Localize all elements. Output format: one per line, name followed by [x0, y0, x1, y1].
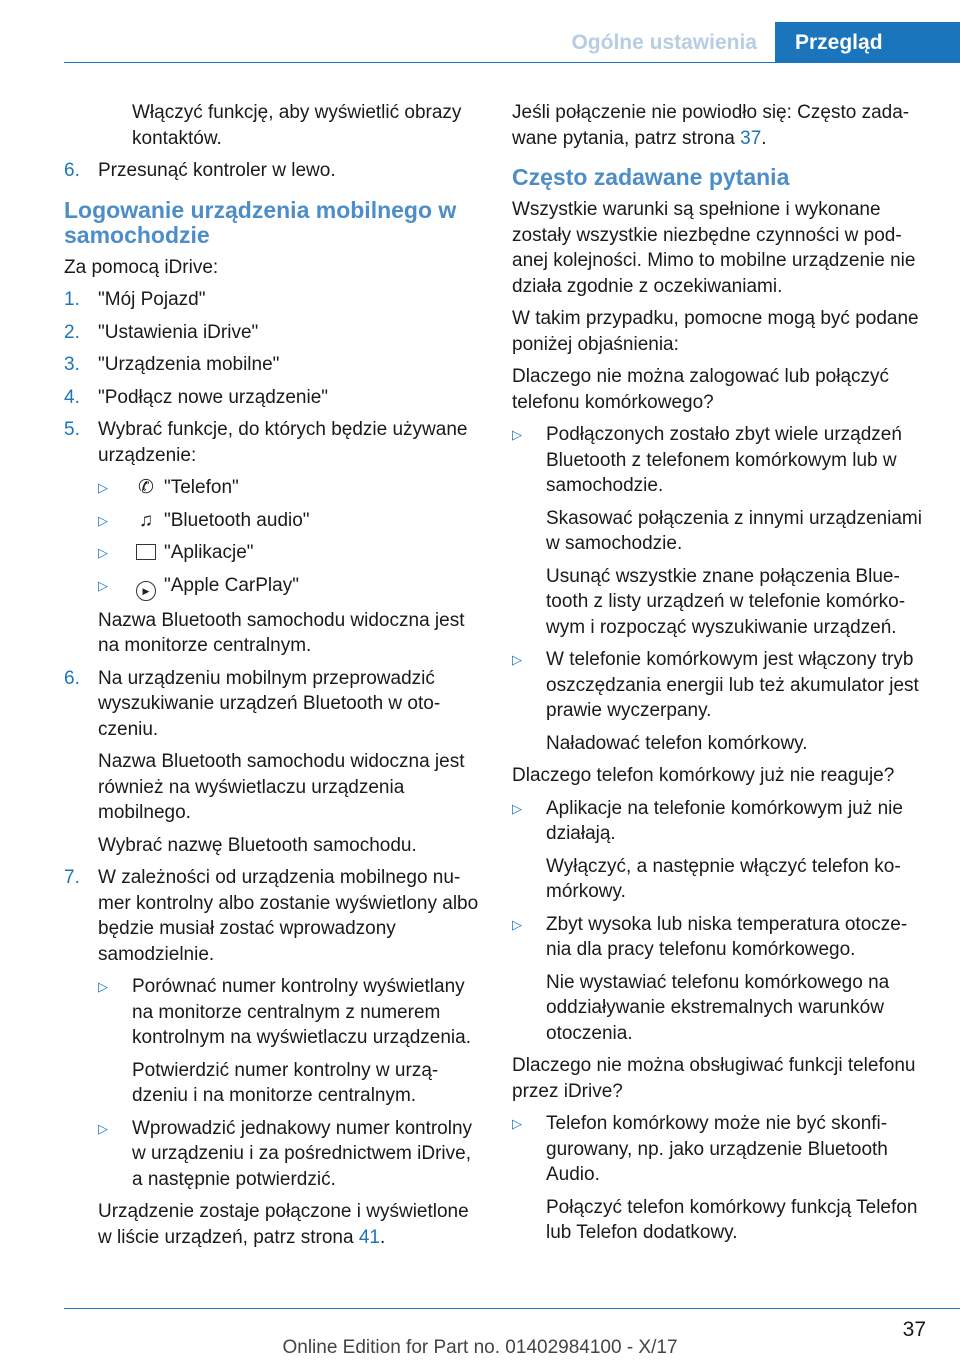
step-item	[64, 865, 480, 967]
bullet-item	[98, 508, 480, 534]
step-text: Wybrać funkcje, do których będzie używane urządzenie:	[98, 419, 468, 466]
function-label: "Aplikacje"	[164, 542, 254, 563]
paragraph: Naładować telefon komórkowy.	[546, 732, 808, 754]
tab-overview: Przegląd	[775, 22, 960, 62]
step-item	[64, 158, 480, 184]
step-number: 6.	[64, 667, 80, 689]
bullet-item	[512, 1111, 926, 1188]
question: Dlaczego nie można zalogować lub połączyć telefonu komórkowego?	[512, 366, 890, 413]
paragraph: Włączyć funkcję, aby wyświetlić obrazy kontaktów.	[132, 102, 462, 149]
bullet-icon: ▷	[512, 916, 522, 932]
footer-edition: Online Edition for Part no. 01402984100 - X/17	[282, 1337, 678, 1358]
paragraph: Nazwa Bluetooth samochodu widoczna jest na monitorze centralnym.	[98, 609, 465, 656]
bullet-icon: ▷	[512, 427, 522, 442]
step-item	[64, 666, 480, 743]
bullet-text: Podłączonych zostało zbyt wiele urządzeń Bluetooth z telefonem komórkowym lub w samochodzie.	[546, 424, 902, 496]
bullet-icon: ▷	[512, 652, 522, 667]
paragraph: Nie wystawiać telefonu komórkowego na oddziaływanie ekstremalnych warunków otoczenia.	[546, 971, 890, 1044]
bullet-item	[98, 1116, 480, 1193]
step-number: 3.	[64, 354, 80, 375]
play-circle-icon: ▶	[136, 581, 156, 601]
page-header	[553, 22, 960, 62]
bullet-icon: ▷	[98, 480, 108, 495]
question: Dlaczego nie można obsługiwać funkcji telefonu przez iDrive?	[512, 1055, 916, 1102]
step-number: 2.	[64, 321, 80, 343]
bullet-text: Telefon komórkowy może nie być skonfigurowany, np. jako urządzenie Bluetooth Audio.	[546, 1113, 888, 1185]
paragraph: Wybrać nazwę Bluetooth samochodu.	[98, 834, 417, 856]
page-number: 37	[902, 1318, 926, 1341]
paragraph: Za pomocą iDrive:	[64, 256, 219, 278]
bullet-item	[512, 912, 926, 963]
step-item	[64, 287, 480, 313]
paragraph: Usunąć wszystkie znane połączenia Bluetooth z listy urządzeń w telefonie komórkowym i rozpocząć wyszukiwanie urządzeń.	[546, 565, 906, 638]
step-text: "Podłącz nowe urządzenie"	[98, 386, 329, 408]
bullet-item	[512, 647, 926, 724]
paragraph: Wyłączyć, a następnie włączyć telefon komórkowy.	[546, 855, 901, 902]
function-label: "Apple CarPlay"	[164, 574, 299, 596]
bullet-item	[98, 974, 480, 1051]
step-text: Przesunąć kontroler w lewo.	[98, 160, 336, 181]
paragraph: Jeśli połączenie nie powiodło się: Często zadawane pytania, patrz strona 37.	[512, 102, 910, 149]
paragraph: Wszystkie warunki są spełnione i wykonane zostały wszystkie niezbędne czynności w podanej kolejności. Mimo to mobilne urządzenie nie działa zgodnie z oczekiwaniami.	[512, 199, 916, 297]
left-column	[64, 100, 480, 1257]
function-label: "Telefon"	[164, 477, 239, 498]
bullet-icon: ▷	[512, 1116, 522, 1131]
bullet-text: Porównać numer kontrolny wyświetlany na monitorze centralnym z numerem kontrolnym na wyświetlaczu urządzenia.	[132, 976, 471, 1048]
bullet-text: Aplikacje na telefonie komórkowym już nie działają.	[546, 797, 903, 844]
step-item	[64, 417, 480, 468]
step-number: 6.	[64, 160, 80, 181]
question: Dlaczego telefon komórkowy już nie reaguje?	[512, 765, 895, 786]
function-label: "Bluetooth audio"	[164, 509, 310, 531]
bullet-icon: ▷	[98, 1120, 108, 1136]
step-item	[64, 352, 480, 378]
bullet-item	[98, 475, 480, 501]
phone-icon: ✆	[138, 477, 154, 498]
right-column	[512, 100, 926, 1253]
step-text: W zależności od urządzenia mobilnego numer kontrolny albo zostanie wyświetlony albo będzie musiał zostać wprowadzony samodzielnie.	[98, 867, 479, 965]
paragraph: Połączyć telefon komórkowy funkcją Telefon lub Telefon dodatkowy.	[546, 1196, 918, 1243]
step-number: 5.	[64, 419, 80, 440]
section-heading: Logowanie urządzenia mobilnego w samochodzie	[64, 196, 457, 248]
paragraph: Urządzenie zostaje połączone i wyświetlone w liście urządzeń, patrz strona 41.	[98, 1201, 469, 1248]
step-text: "Ustawienia iDrive"	[98, 321, 259, 343]
section-heading: Często zadawane pytania	[512, 164, 790, 190]
step-number: 7.	[64, 867, 80, 888]
bullet-item	[98, 540, 480, 566]
bullet-icon: ▷	[512, 800, 522, 816]
page-link[interactable]: 41	[358, 1226, 380, 1248]
bullet-item	[98, 573, 480, 601]
paragraph: Nazwa Bluetooth samochodu widoczna jest również na wyświetlaczu urządzenia mobilnego.	[98, 751, 465, 823]
bullet-text: W telefonie komórkowym jest włączony tryb oszczędzania energii lub też akumulator jest prawie wyczerpany.	[546, 649, 919, 721]
bullet-text: Zbyt wysoka lub niska temperatura otoczenia dla pracy telefonu komórkowego.	[546, 913, 908, 960]
bullet-icon: ▷	[98, 545, 108, 560]
bullet-item	[512, 796, 926, 847]
step-text: "Mój Pojazd"	[98, 289, 206, 310]
step-text: Na urządzeniu mobilnym przeprowadzić wyszukiwanie urządzeń Bluetooth w otoczeniu.	[98, 667, 441, 740]
bullet-text: Wprowadzić jednakowy numer kontrolny w urządzeniu i za pośrednictwem iDrive, a następnie potwierdzić.	[132, 1117, 473, 1190]
header-rule	[64, 62, 960, 63]
bullet-icon: ▷	[98, 512, 108, 528]
paragraph: W takim przypadku, pomocne mogą być podane poniżej objaśnienia:	[512, 308, 919, 355]
step-item	[64, 385, 480, 411]
step-number: 1.	[64, 289, 80, 310]
step-text: "Urządzenia mobilne"	[98, 354, 280, 375]
apps-box-icon	[136, 544, 156, 560]
paragraph: Skasować połączenia z innymi urządzeniami w samochodzie.	[546, 507, 922, 554]
bullet-icon: ▷	[98, 577, 108, 593]
section-title: Ogólne ustawienia	[571, 31, 757, 54]
music-note-icon: ♫	[138, 509, 154, 531]
paragraph: Potwierdzić numer kontrolny w urządzeniu i na monitorze centralnym.	[132, 1059, 439, 1106]
footer-rule	[64, 1308, 960, 1309]
step-number: 4.	[64, 386, 80, 408]
bullet-item	[512, 422, 926, 499]
step-item	[64, 320, 480, 346]
page-link[interactable]: 37	[740, 127, 762, 149]
bullet-icon: ▷	[98, 979, 108, 994]
